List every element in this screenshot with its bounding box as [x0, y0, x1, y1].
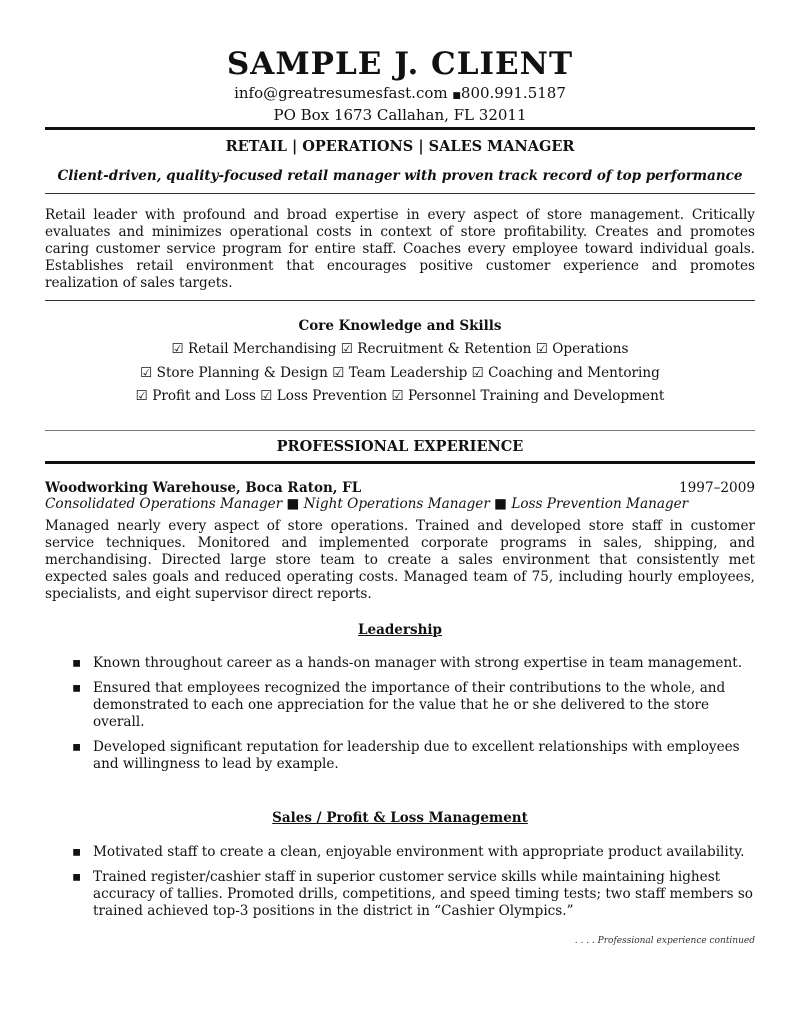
checkbox-icon: ☑ — [135, 388, 148, 404]
leadership-bullets — [45, 655, 755, 781]
phone: 800.991.5187 — [460, 84, 566, 102]
skill-item: Team Leadership — [348, 364, 468, 381]
divider — [45, 193, 755, 194]
sales-bullets — [45, 844, 755, 928]
bullet-icon: ▪ — [72, 844, 82, 860]
leadership-heading: Leadership — [358, 622, 442, 638]
skill-item: Coaching and Mentoring — [488, 364, 660, 381]
bullet-icon: ▪ — [72, 655, 82, 671]
bullet-item — [45, 655, 755, 672]
skills-list — [45, 341, 755, 412]
checkbox-icon: ☑ — [260, 388, 273, 404]
bullet-icon: ▪ — [72, 680, 82, 696]
email: info@greatresumesfast.com — [234, 84, 448, 102]
bullet-text: Developed significant reputation for leadership due to excellent relationships with employees and willingness to lead by example. — [93, 739, 740, 772]
skill-item: Profit and Loss — [152, 388, 256, 404]
checkbox-icon: ☑ — [391, 388, 404, 404]
bullet-item — [45, 739, 755, 773]
bullet-item — [45, 680, 755, 731]
checkbox-icon: ☑ — [340, 341, 353, 357]
skill-item: Loss Prevention — [276, 388, 388, 404]
continued-note: . . . . Professional experience continued — [574, 936, 755, 946]
skill-item: Store Planning & Design — [156, 364, 328, 381]
checkbox-icon: ☑ — [140, 364, 153, 381]
bullet-item — [45, 869, 755, 920]
checkbox-icon: ☑ — [535, 341, 548, 357]
summary: Retail leader with profound and broad expertise in every aspect of store management. Critically evaluates and minimizes operational costs in context of store profitability. Creates and promotes caring customer service program for entire staff. Coaches every employee toward individual goals. Establishes retail environment that encourages positive customer experience and promotes realization of sales targets. — [45, 207, 755, 291]
separator-icon: ■ — [452, 91, 461, 101]
divider — [45, 127, 755, 130]
job-roles: Consolidated Operations Manager ■ Night Operations Manager ■ Loss Prevention Manager — [45, 496, 689, 512]
divider — [45, 300, 755, 301]
contact-info — [45, 84, 755, 125]
skills-row — [45, 365, 755, 389]
bullet-text: Trained register/cashier staff in superior customer service skills while maintaining highest accuracy of tallies. Promoted drills, competitions, and speed timing tests; two staff members so trained achieved top-3 positions in the district in “Cashier Olympics.” — [93, 869, 753, 919]
job-dates: 1997–2009 — [679, 480, 755, 496]
bullet-text: Known throughout career as a hands-on manager with strong expertise in team management. — [93, 655, 743, 671]
skill-item: Personnel Training and Development — [408, 388, 665, 404]
bullet-icon: ▪ — [72, 739, 82, 755]
bullet-icon: ▪ — [72, 869, 82, 885]
experience-heading: PROFESSIONAL EXPERIENCE — [276, 438, 524, 455]
professional-title: RETAIL | OPERATIONS | SALES MANAGER — [225, 138, 575, 155]
divider — [45, 430, 755, 431]
checkbox-icon: ☑ — [471, 364, 484, 381]
checkbox-icon: ☑ — [332, 364, 345, 381]
sales-heading: Sales / Profit & Loss Management — [272, 810, 528, 826]
tagline: Client-driven, quality-focused retail manager with proven track record of top performance — [57, 168, 743, 184]
company: Woodworking Warehouse, Boca Raton, FL — [45, 480, 362, 496]
skill-item: Operations — [552, 341, 629, 357]
skill-item: Retail Merchandising — [188, 341, 337, 357]
skill-item: Recruitment & Retention — [357, 341, 532, 357]
bullet-text: Motivated staff to create a clean, enjoyable environment with appropriate product availability. — [93, 844, 745, 860]
skills-heading: Core Knowledge and Skills — [298, 318, 502, 334]
divider — [45, 461, 755, 464]
job-description: Managed nearly every aspect of store operations. Trained and developed store staff in customer service techniques. Monitored and implemented corporate programs in sales, shipping, and merchandising. Directed large store team to create a sales environment that consistently met expected sales goals and reduced operating costs. Managed team of 75, including hourly employees, specialists, and eight supervisor direct reports. — [45, 518, 755, 602]
bullet-item — [45, 844, 755, 861]
bullet-text: Ensured that employees recognized the importance of their contributions to the whole, and demonstrated to each one appreciation for the value that he or she delivered to the store overall. — [93, 680, 726, 730]
skills-row — [45, 341, 755, 365]
candidate-name: SAMPLE J. CLIENT — [226, 46, 574, 82]
checkbox-icon: ☑ — [171, 341, 184, 357]
address: PO Box 1673 Callahan, FL 32011 — [273, 106, 527, 124]
skills-row — [45, 388, 755, 412]
